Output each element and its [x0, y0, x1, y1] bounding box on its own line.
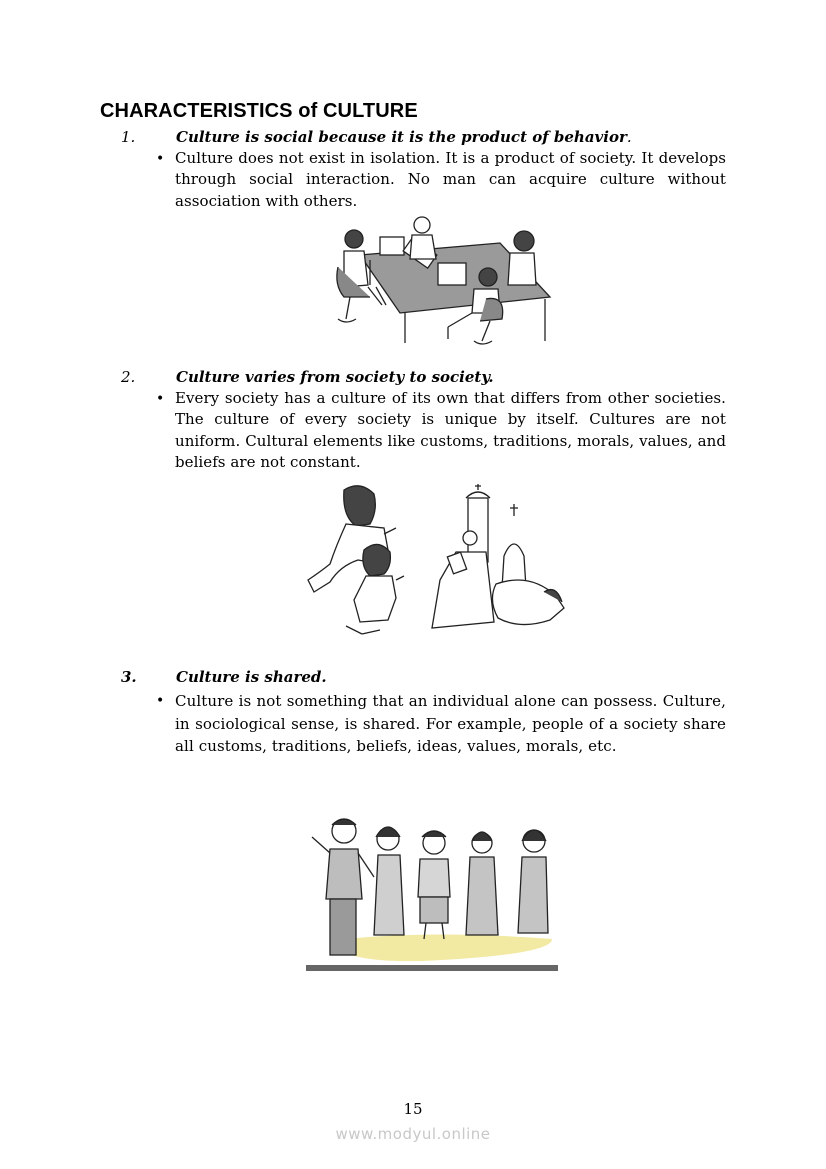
item-2-paragraph: Every society has a culture of its own that differs from other societies. The culture of every society is unique by itself. Cultures are not uniform. Cultural elements like customs, traditions, morals, values, and beliefs are not constant. — [175, 389, 726, 472]
office-teamwork-illustration — [330, 215, 552, 347]
item-1-title — [176, 128, 632, 146]
watermark: www.modyul.online — [335, 1125, 491, 1143]
item-1-bullet-mark: • — [156, 151, 165, 167]
item-3-number: 3. — [121, 668, 137, 686]
item-2-bullet-mark: • — [156, 391, 165, 407]
item-1-number: 1. — [121, 128, 136, 146]
item-3-title: Culture is shared. — [176, 668, 327, 686]
item-1-paragraph: Culture does not exist in isolation. It is a product of society. It develops through social interaction. No man can acquire culture without association with others. — [175, 149, 726, 210]
people-praying-illustration — [300, 480, 570, 645]
item-2-number: 2. — [121, 368, 136, 386]
item-3-bullet-mark: • — [156, 693, 165, 709]
page-heading: CHARACTERISTICS of CULTURE — [100, 100, 418, 122]
page-number: 15 — [403, 1100, 423, 1118]
item-1-title-tail: . — [626, 128, 632, 146]
item-2-title: Culture varies from society to society. — [176, 368, 494, 386]
group-of-people-illustration — [302, 815, 560, 975]
item-1-title-text: Culture is social because it is the product of behavior — [176, 128, 627, 146]
item-3-paragraph: Culture is not something that an individual alone can possess. Culture, in sociological sense, is shared. For example, people of a society share all customs, traditions, beliefs, ideas, values, morals, etc. — [175, 692, 726, 756]
